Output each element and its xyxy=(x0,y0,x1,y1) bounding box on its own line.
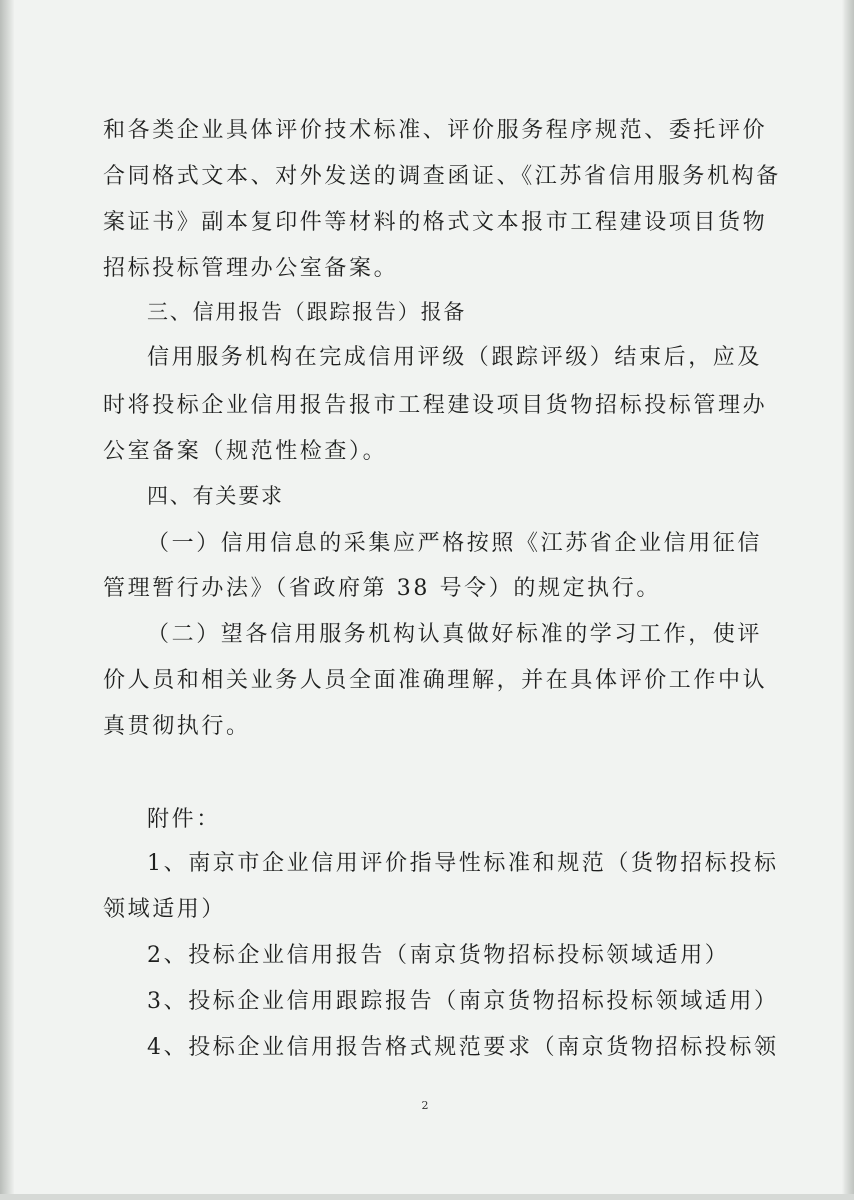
requirement-line: （一）信用信息的采集应严格按照《江苏省企业信用征信 xyxy=(147,531,763,556)
paragraph-line: 招标投标管理办公室备案。 xyxy=(103,256,399,281)
paragraph-line: 和各类企业具体评价技术标准、评价服务程序规范、委托评价 xyxy=(103,118,768,143)
paragraph-line: 公室备案（规范性检查）。 xyxy=(103,439,388,464)
page-number: 2 xyxy=(421,1099,429,1112)
section-heading-3: 三、信用报告（跟踪报告）报备 xyxy=(147,300,467,324)
requirement-line: 真贯彻执行。 xyxy=(103,714,251,739)
attachment-line: 4、投标企业信用报告格式规范要求（南京货物招标投标领 xyxy=(147,1035,779,1060)
requirement-line: （二）望各信用服务机构认真做好标准的学习工作，使评 xyxy=(147,622,763,647)
attachment-line: 1、南京市企业信用评价指导性标准和规范（货物招标投标 xyxy=(147,851,779,876)
requirement-line: 管理暂行办法》（省政府第 38 号令）的规定执行。 xyxy=(103,576,661,601)
attachments-label: 附件： xyxy=(147,807,221,832)
paragraph-line: 时将投标企业信用报告报市工程建设项目货物招标投标管理办 xyxy=(103,393,768,418)
paragraph-line: 信用服务机构在完成信用评级（跟踪评级）结束后，应及 xyxy=(147,345,763,370)
requirement-line: 价人员和相关业务人员全面准确理解，并在具体评价工作中认 xyxy=(103,668,768,693)
attachment-line: 2、投标企业信用报告（南京货物招标投标领域适用） xyxy=(147,943,730,968)
paragraph-line: 合同格式文本、对外发送的调查函证、《江苏省信用服务机构备 xyxy=(103,164,781,189)
paragraph-line: 案证书》副本复印件等材料的格式文本报市工程建设项目货物 xyxy=(103,210,768,235)
section-heading-4: 四、有关要求 xyxy=(147,484,284,508)
attachment-line: 3、投标企业信用跟踪报告（南京货物招标投标领域适用） xyxy=(147,989,779,1014)
attachment-line: 领域适用） xyxy=(103,897,227,922)
